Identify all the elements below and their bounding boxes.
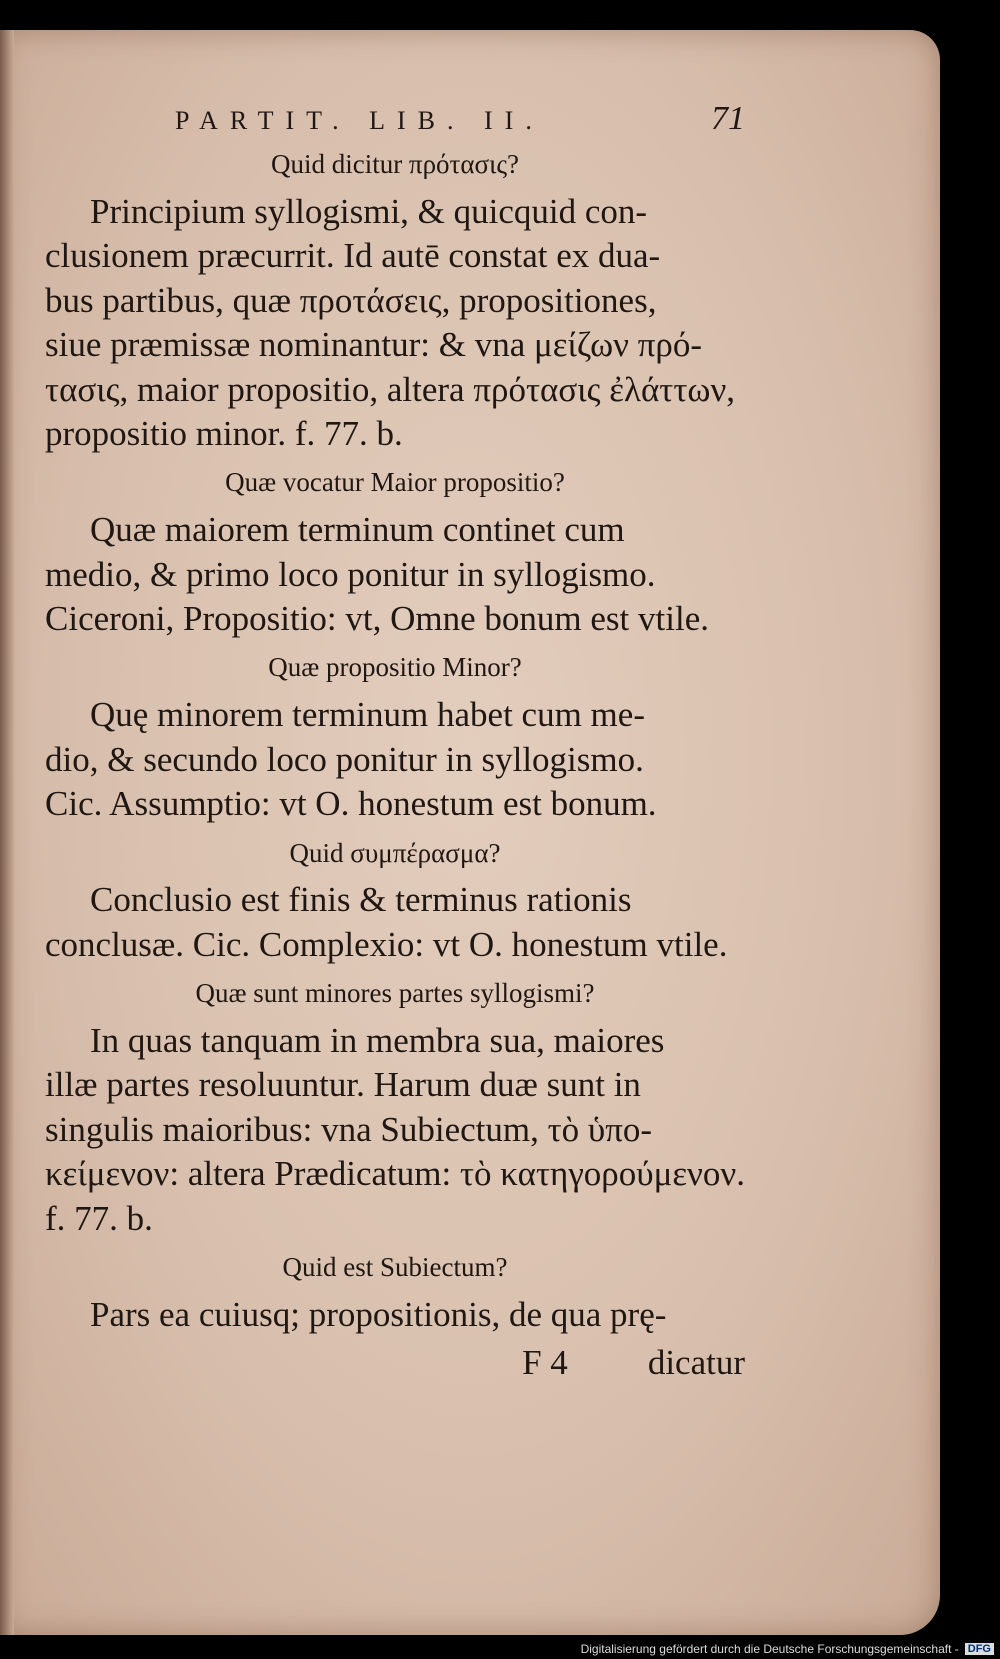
folio-number: 71 bbox=[711, 100, 745, 137]
answer-paragraph bbox=[45, 1019, 745, 1241]
text-line: siue præmissæ nominantur: & vna μείζων πρό- bbox=[45, 325, 703, 365]
answer-paragraph bbox=[45, 693, 745, 826]
text-line: propositio minor. f. 77. b. bbox=[45, 413, 403, 453]
answer-paragraph bbox=[45, 190, 745, 457]
text-line: Quę minorem terminum habet cum me- bbox=[90, 695, 645, 735]
text-line: τασις, maior propositio, altera πρότασις ἐλάττων, bbox=[45, 369, 736, 409]
text-line: Cic. Assumptio: vt O. honestum est bonum. bbox=[45, 784, 657, 824]
question-heading: Quæ propositio Minor? bbox=[268, 652, 522, 683]
text-line: medio, & primo loco ponitur in syllogismo. bbox=[45, 554, 656, 594]
question-heading: Quæ vocatur Maior propositio? bbox=[225, 467, 565, 498]
running-head bbox=[45, 100, 745, 138]
page-gutter bbox=[0, 30, 14, 1635]
text-line: conclusæ. Cic. Complexio: vt O. honestum vtile. bbox=[45, 924, 728, 964]
text-line: clusionem præcurrit. Id autē constat ex dua- bbox=[45, 236, 661, 276]
question-heading: Quid συμπέρασμα? bbox=[289, 837, 501, 868]
text-line: illæ partes resoluuntur. Harum duæ sunt in bbox=[45, 1065, 641, 1105]
digitization-credit bbox=[581, 1642, 994, 1656]
text-line: Pars ea cuiusq; propositionis, de qua prę- bbox=[90, 1294, 667, 1334]
signature-mark: F 4 bbox=[522, 1343, 568, 1383]
answer-paragraph bbox=[45, 508, 745, 641]
running-title: PARTIT. LIB. II. bbox=[175, 106, 544, 135]
text-line: dio, & secundo loco ponitur in syllogismo. bbox=[45, 739, 644, 779]
credit-text: Digitalisierung gefördert durch die Deutsche Forschungsgemeinschaft - bbox=[580, 1642, 959, 1656]
text-line: bus partibus, quæ προτάσεις, propositiones, bbox=[45, 280, 657, 320]
text-line: Principium syllogismi, & quicquid con- bbox=[90, 191, 648, 231]
answer-paragraph bbox=[45, 878, 745, 967]
sections bbox=[45, 148, 745, 1337]
page-text bbox=[45, 100, 745, 1383]
catchword: dicatur bbox=[647, 1343, 745, 1383]
question-heading: Quæ sunt minores partes syllogismi? bbox=[195, 978, 595, 1009]
catchline bbox=[45, 1343, 745, 1383]
text-line: In quas tanquam in membra sua, maiores bbox=[90, 1020, 665, 1060]
text-line: f. 77. b. bbox=[45, 1198, 153, 1238]
text-line: κείμενον: altera Prædicatum: τὸ κατηγορούμενον. bbox=[45, 1154, 745, 1194]
dfg-logo: DFG bbox=[965, 1643, 994, 1655]
text-line: Ciceroni, Propositio: vt, Omne bonum est vtile. bbox=[45, 599, 709, 638]
text-line: Quæ maiorem terminum continet cum bbox=[90, 510, 625, 550]
text-line: Conclusio est finis & terminus rationis bbox=[90, 880, 632, 920]
question-heading: Quid est Subiectum? bbox=[282, 1252, 508, 1283]
text-line: singulis maioribus: vna Subiectum, τὸ ὑπο- bbox=[45, 1109, 653, 1149]
answer-paragraph bbox=[45, 1293, 745, 1337]
question-heading: Quid dicitur πρότασις? bbox=[270, 149, 520, 179]
